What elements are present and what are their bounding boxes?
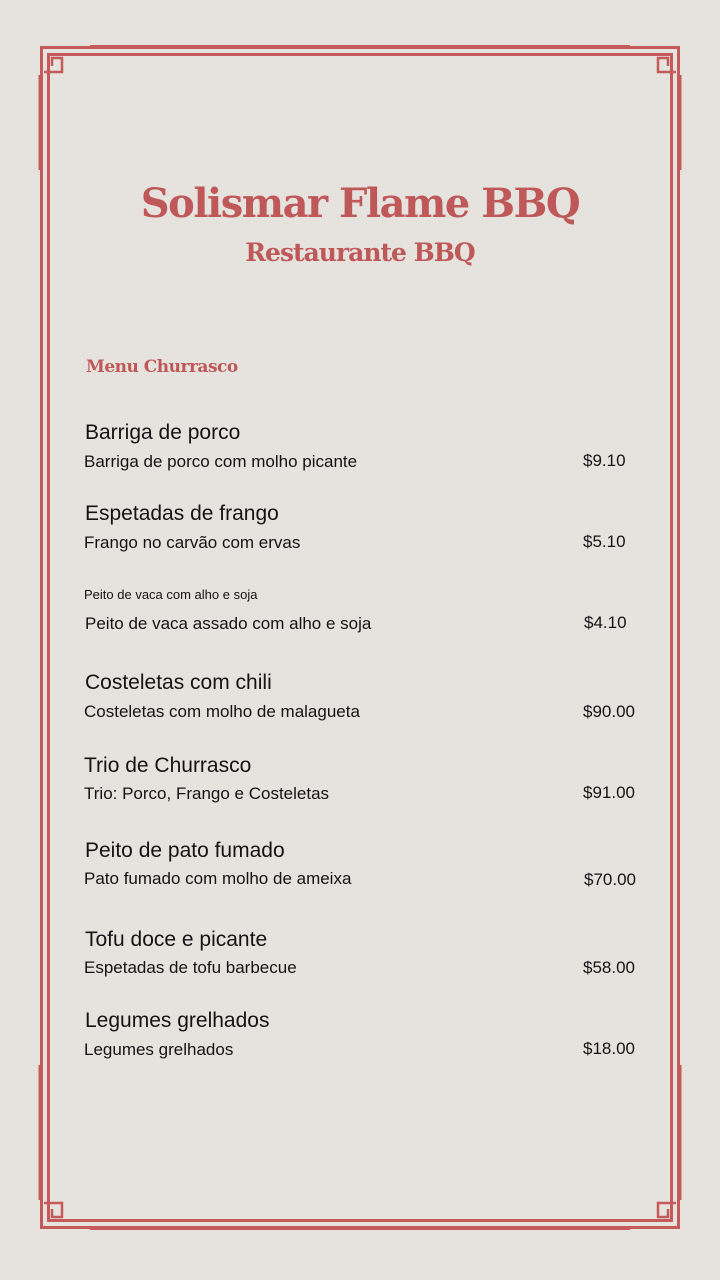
menu-item-description: Costeletas com molho de malagueta	[84, 702, 360, 721]
menu-item-price: $58.00	[583, 958, 635, 977]
menu-item-description: Peito de vaca assado com alho e soja	[85, 614, 372, 633]
menu-item-description: Pato fumado com molho de ameixa	[84, 869, 352, 888]
menu-item-name: Tofu doce e picante	[85, 928, 268, 951]
menu-item-name: Legumes grelhados	[85, 1009, 270, 1032]
menu-item-description: Legumes grelhados	[84, 1040, 234, 1059]
menu-item-description: Trio: Porco, Frango e Costeletas	[84, 784, 330, 803]
menu-item-price: $4.10	[584, 613, 627, 632]
menu-item-name: Trio de Churrasco	[84, 754, 252, 777]
restaurant-subtitle: Restaurante BBQ	[245, 238, 475, 267]
restaurant-name: Solismar Flame BBQ	[140, 180, 580, 227]
menu-item-name: Espetadas de frango	[85, 502, 279, 525]
menu-item-description: Frango no carvão com ervas	[84, 533, 301, 552]
menu-section-title: Menu Churrasco	[86, 357, 238, 377]
menu-item-price: $9.10	[583, 451, 626, 470]
menu-item-price: $5.10	[583, 532, 626, 551]
menu-item-price: $90.00	[583, 702, 635, 721]
menu-item-price: $91.00	[583, 783, 635, 802]
menu-item-name: Peito de pato fumado	[85, 839, 285, 862]
menu-item-description: Espetadas de tofu barbecue	[84, 958, 297, 977]
menu-item-description: Barriga de porco com molho picante	[84, 452, 358, 471]
menu-item-name: Peito de vaca com alho e soja	[84, 587, 258, 602]
menu-item-name: Costeletas com chili	[85, 671, 272, 694]
menu-item-price: $70.00	[584, 870, 636, 889]
menu-item-name: Barriga de porco	[85, 421, 241, 444]
menu-item-price: $18.00	[583, 1039, 635, 1058]
